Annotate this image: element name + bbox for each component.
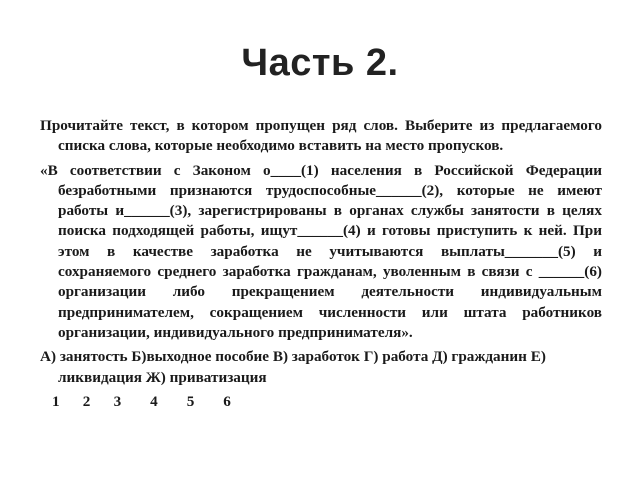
- answer-numbers: 1 2 3 4 5 6: [52, 392, 231, 410]
- answer-options: А) занятость Б)выходное пособие В) заработок Г) работа Д) гражданин Е) ликвидация Ж) приватизация: [40, 348, 546, 386]
- slide-title: Часть 2.: [241, 42, 399, 84]
- passage-text: «В соответствии с Законом о____(1) населения в Российской Федерации безработными признаются трудоспособные______(2), которые не имеют работы и______(3), зарегистрированы в органах службы занятости в целях поиска подходящей работы, ищут______(4) и готовы приступить к ней. При этом в качестве заработка не учитываются выплаты_______(5) и сохраняемого среднего заработка гражданам, уволенным в связи с ______(6) организации либо прекращением деятельности индивидуальным предпринимателем, сокращением численности или штата работников организации, индивидуального предпринимателя».: [40, 161, 602, 341]
- slide-content: [40, 116, 602, 412]
- instruction-text: Прочитайте текст, в котором пропущен ряд слов. Выберите из предлагаемого списка слова, которые необходимо вставить на место пропусков.: [40, 117, 602, 155]
